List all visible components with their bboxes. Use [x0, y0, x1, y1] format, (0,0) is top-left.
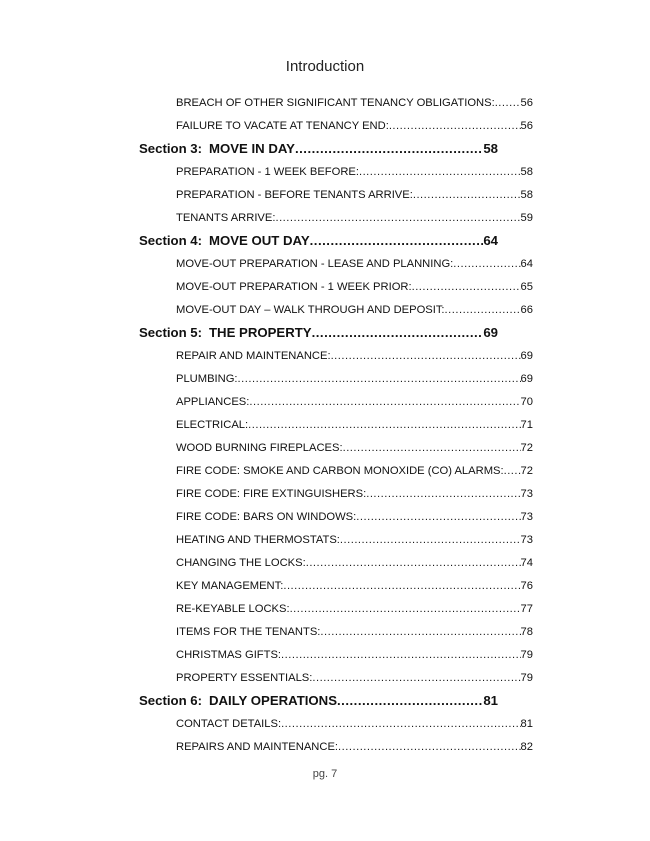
- dot-leader: [249, 396, 520, 408]
- toc-entry-label: CHANGING THE LOCKS:: [176, 557, 306, 569]
- toc-entry[interactable]: [176, 557, 533, 569]
- dot-leader: [248, 419, 520, 431]
- toc-entry[interactable]: [176, 465, 533, 477]
- dot-leader: [320, 626, 520, 638]
- toc-entry-label: PLUMBING:: [176, 373, 238, 385]
- toc-page-number: 70: [520, 396, 533, 408]
- toc-page-number: 69: [483, 325, 498, 340]
- dot-leader: [238, 373, 521, 385]
- toc-entry-label: TENANTS ARRIVE:: [176, 212, 276, 224]
- toc-page-number: 76: [520, 580, 533, 592]
- toc-entry-label: FIRE CODE: FIRE EXTINGUISHERS:: [176, 488, 367, 500]
- toc-page-number: 81: [520, 718, 533, 730]
- dot-leader: [495, 97, 521, 109]
- toc-entry-label: [139, 325, 312, 340]
- toc-entry-label: APPLIANCES:: [176, 396, 250, 408]
- toc-entry-label: MOVE-OUT PREPARATION - 1 WEEK PRIOR:: [176, 281, 412, 293]
- toc-page-number: 74: [520, 557, 533, 569]
- toc-page-number: 56: [520, 97, 533, 109]
- section-title: MOVE IN DAY: [209, 141, 295, 156]
- toc-entry[interactable]: [176, 419, 533, 431]
- toc-page-number: 79: [520, 672, 533, 684]
- toc-entry[interactable]: [176, 304, 533, 316]
- dot-leader: [338, 741, 521, 753]
- dot-leader: [389, 120, 521, 132]
- toc-page-number: 82: [520, 741, 533, 753]
- toc-entry-label: CONTACT DETAILS:: [176, 718, 282, 730]
- toc-page-number: 65: [520, 281, 533, 293]
- toc-page-number: 64: [483, 233, 498, 248]
- toc-entry-label: RE-KEYABLE LOCKS:: [176, 603, 290, 615]
- toc-entry[interactable]: [176, 649, 533, 661]
- toc-entry[interactable]: [176, 511, 533, 523]
- page-title: Introduction: [285, 58, 365, 75]
- toc-entry[interactable]: [176, 672, 533, 684]
- section-title: DAILY OPERATIONS: [209, 693, 337, 708]
- section-number: Section 3:: [139, 141, 203, 156]
- page-number: pg. 7: [312, 768, 338, 780]
- toc-entry-label: [139, 141, 295, 156]
- dot-leader: [290, 603, 521, 615]
- dot-leader: [453, 258, 520, 270]
- toc-page-number: 72: [520, 465, 533, 477]
- toc-entry[interactable]: [176, 373, 533, 385]
- dot-leader: [356, 511, 520, 523]
- toc-entry-label: MOVE-OUT DAY – WALK THROUGH AND DEPOSIT:: [176, 304, 445, 316]
- toc-entry-label: PREPARATION - 1 WEEK BEFORE:: [176, 166, 359, 178]
- dot-leader: [340, 534, 521, 546]
- toc-entry[interactable]: [176, 120, 533, 132]
- toc-section-entry[interactable]: [139, 233, 498, 248]
- toc-entry-label: BREACH OF OTHER SIGNIFICANT TENANCY OBLIGATIONS:: [176, 97, 495, 109]
- toc-page-number: 58: [520, 189, 533, 201]
- toc-entry-label: ELECTRICAL:: [176, 419, 249, 431]
- dot-leader: [310, 233, 484, 248]
- section-number: Section 6:: [139, 693, 203, 708]
- toc-entry[interactable]: [176, 166, 533, 178]
- toc-entry[interactable]: [176, 258, 533, 270]
- toc-page-number: 72: [520, 442, 533, 454]
- toc-entry[interactable]: [176, 442, 533, 454]
- toc-entry[interactable]: [176, 718, 533, 730]
- toc-entry-label: HEATING AND THERMOSTATS:: [176, 534, 340, 546]
- toc-entry[interactable]: [176, 281, 533, 293]
- section-number: Section 5:: [139, 325, 203, 340]
- dot-leader: [366, 488, 520, 500]
- toc-page-number: 58: [483, 141, 498, 156]
- toc-entry[interactable]: [176, 580, 533, 592]
- dot-leader: [331, 350, 521, 362]
- toc-entry[interactable]: [176, 488, 533, 500]
- toc-entry[interactable]: [176, 396, 533, 408]
- toc-entry-label: PROPERTY ESSENTIALS:: [176, 672, 313, 684]
- toc-entry[interactable]: [176, 212, 533, 224]
- dot-leader: [312, 325, 484, 340]
- toc-entry-label: WOOD BURNING FIREPLACES:: [176, 442, 343, 454]
- dot-leader: [312, 672, 520, 684]
- toc-page-number: 73: [520, 488, 533, 500]
- toc-section-entry[interactable]: [139, 325, 498, 340]
- toc-page-number: 58: [520, 166, 533, 178]
- toc-entry[interactable]: [176, 741, 533, 753]
- toc-entry-label: FIRE CODE: SMOKE AND CARBON MONOXIDE (CO) ALARMS:: [176, 465, 504, 477]
- toc-entry[interactable]: [176, 534, 533, 546]
- toc-entry-label: [139, 233, 310, 248]
- toc-page-number: 64: [520, 258, 533, 270]
- toc-entry[interactable]: [176, 626, 533, 638]
- toc-section-entry[interactable]: [139, 141, 498, 156]
- toc-page-number: 59: [520, 212, 533, 224]
- toc-entry-label: FAILURE TO VACATE AT TENANCY END:: [176, 120, 389, 132]
- toc-entry-label: REPAIR AND MAINTENANCE:: [176, 350, 331, 362]
- toc-page-number: 73: [520, 511, 533, 523]
- toc-page-number: 71: [520, 419, 533, 431]
- dot-leader: [337, 693, 483, 708]
- dot-leader: [412, 281, 521, 293]
- dot-leader: [306, 557, 521, 569]
- toc-page-number: 73: [520, 534, 533, 546]
- toc-entry-label: REPAIRS AND MAINTENANCE:: [176, 741, 339, 753]
- toc-page-number: 79: [520, 649, 533, 661]
- dot-leader: [445, 304, 521, 316]
- dot-leader: [413, 189, 521, 201]
- dot-leader: [343, 442, 521, 454]
- toc-page-number: 77: [520, 603, 533, 615]
- toc-page-number: 56: [520, 120, 533, 132]
- toc-page-number: 69: [520, 350, 533, 362]
- toc-entry[interactable]: [176, 350, 533, 362]
- dot-leader: [295, 141, 483, 156]
- toc-entry-label: MOVE-OUT PREPARATION - LEASE AND PLANNING:: [176, 258, 454, 270]
- dot-leader: [275, 212, 520, 224]
- section-title: THE PROPERTY: [209, 325, 312, 340]
- toc-entry-label: CHRISTMAS GIFTS:: [176, 649, 282, 661]
- toc-entry-label: KEY MANAGEMENT:: [176, 580, 284, 592]
- toc-page-number: 81: [483, 693, 498, 708]
- toc-entry-label: PREPARATION - BEFORE TENANTS ARRIVE:: [176, 189, 413, 201]
- section-title: MOVE OUT DAY: [209, 233, 310, 248]
- dot-leader: [504, 465, 521, 477]
- toc-entry-label: FIRE CODE: BARS ON WINDOWS:: [176, 511, 357, 523]
- toc-entry-label: [139, 693, 337, 708]
- toc-page-number: 66: [520, 304, 533, 316]
- dot-leader: [283, 580, 520, 592]
- toc-section-entry[interactable]: [139, 693, 498, 708]
- toc-page-number: 78: [520, 626, 533, 638]
- dot-leader: [281, 649, 521, 661]
- dot-leader: [359, 166, 521, 178]
- toc-entry[interactable]: [176, 603, 533, 615]
- toc-entry[interactable]: [176, 189, 533, 201]
- toc-entry-label: ITEMS FOR THE TENANTS:: [176, 626, 321, 638]
- toc-entry[interactable]: [176, 97, 533, 109]
- toc-page-number: 69: [520, 373, 533, 385]
- dot-leader: [281, 718, 520, 730]
- section-number: Section 4:: [139, 233, 203, 248]
